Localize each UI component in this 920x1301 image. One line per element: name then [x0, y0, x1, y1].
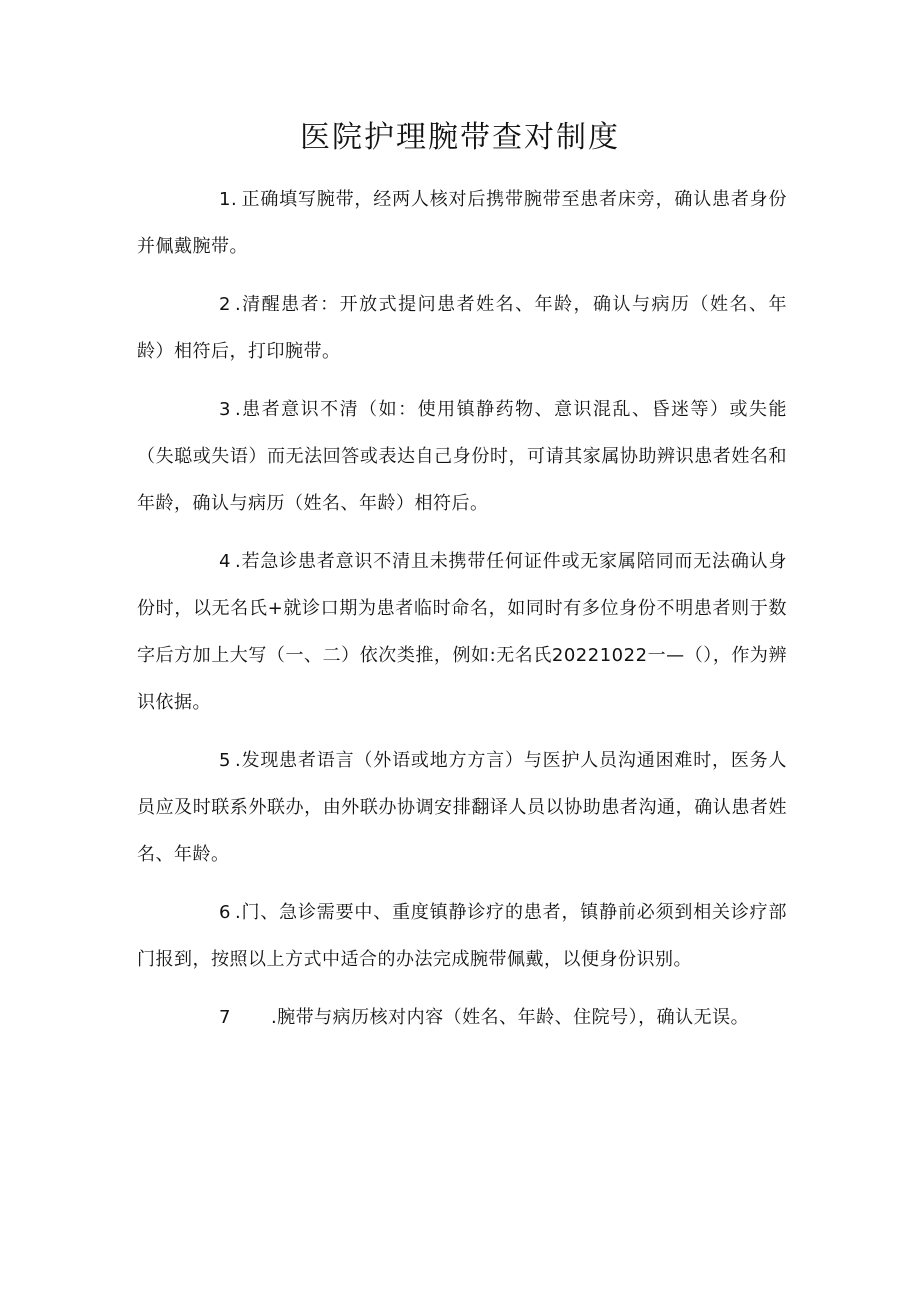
- paragraph-number: 1.: [219, 189, 238, 210]
- paragraph-text: 正确填写腕带，经两人核对后携带腕带至患者床旁，确认患者身份并佩戴腕带。: [137, 189, 787, 257]
- paragraph-text: .腕带与病历核对内容（姓名、年龄、住院号），确认无误。: [270, 1007, 750, 1028]
- paragraph-text: .若急诊患者意识不清且未携带任何证件或无家属陪同而无法确认身份时，以无名氏+就诊口期为患者临时命名，如同时有多位身份不明患者则于数字后方加上大写（一、二）依次类推，例如:无名氏20221022一—（），作为辨识依据。: [137, 551, 787, 713]
- document-title: 医院护理腕带查对制度: [300, 120, 620, 155]
- paragraph-text: .患者意识不清（如：使用镇静药物、意识混乱、昏迷等）或失能（失聪或失语）而无法回答或表达自己身份时，可请其家属协助辨识患者姓名和年龄，确认与病历（姓名、年龄）相符后。: [137, 399, 787, 514]
- paragraph-number: 3: [219, 399, 231, 420]
- paragraph-3: [137, 386, 787, 527]
- paragraph-text: .发现患者语言（外语或地方方言）与医护人员沟通困难时，医务人员应及时联系外联办，由外联办协调安排翻译人员以协助患者沟通，确认患者姓名、年龄。: [137, 750, 787, 865]
- paragraph-number: 2: [219, 294, 231, 315]
- paragraph-4: [137, 538, 787, 726]
- paragraph-1: [137, 176, 787, 270]
- paragraph-7: [137, 994, 787, 1041]
- paragraph-text: .门、急诊需要中、重度镇静诊疗的患者，镇静前必须到相关诊疗部门报到，按照以上方式中适合的办法完成腕带佩戴，以便身份识别。: [137, 902, 787, 970]
- paragraph-number: 6: [219, 902, 231, 923]
- paragraph-text: .清醒患者：开放式提问患者姓名、年龄，确认与病历（姓名、年龄）相符后，打印腕带。: [137, 294, 787, 362]
- paragraph-number: 4: [219, 551, 231, 572]
- paragraph-6: [137, 889, 787, 983]
- paragraph-number: 5: [219, 750, 231, 771]
- paragraph-2: [137, 281, 787, 375]
- document-body: [137, 176, 787, 1052]
- paragraph-5: [137, 737, 787, 878]
- paragraph-number: 7: [219, 1007, 231, 1028]
